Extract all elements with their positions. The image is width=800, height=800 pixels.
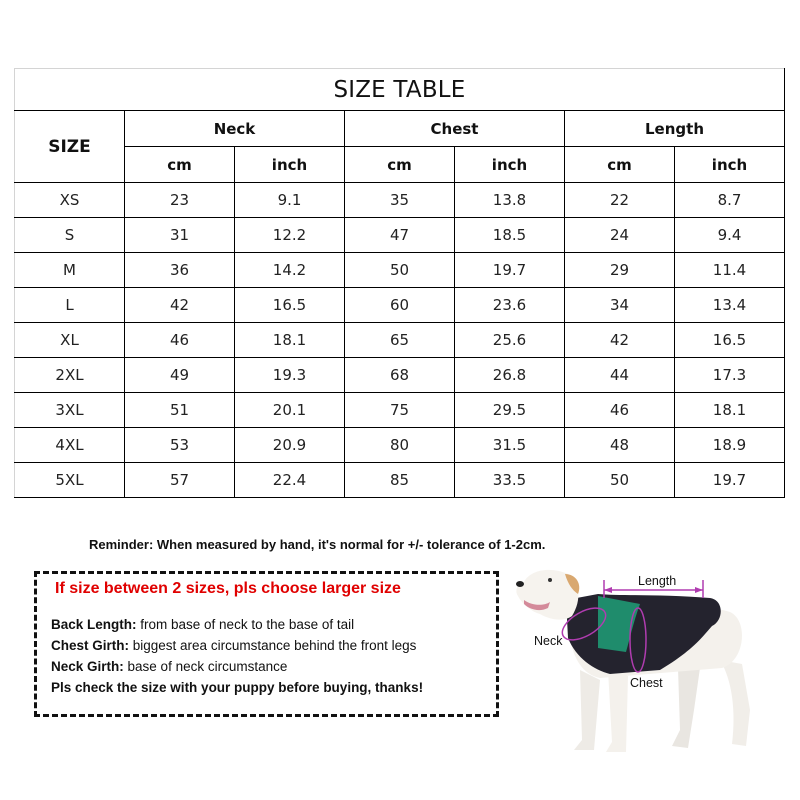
size-cell: M — [15, 253, 125, 288]
measurement-cell: 19.7 — [675, 463, 785, 498]
measurement-cell: 22 — [565, 183, 675, 218]
measurement-cell: 29 — [565, 253, 675, 288]
measurement-cell: 18.9 — [675, 428, 785, 463]
dog-measurement-illustration — [510, 560, 800, 760]
measurement-cell: 34 — [565, 288, 675, 323]
note-key: Neck Girth: — [51, 659, 124, 674]
measurement-cell: 8.7 — [675, 183, 785, 218]
measurement-cell: 24 — [565, 218, 675, 253]
measurement-cell: 29.5 — [455, 393, 565, 428]
measurement-cell: 42 — [565, 323, 675, 358]
measurement-cell: 57 — [125, 463, 235, 498]
chest-group-header: Chest — [345, 111, 565, 147]
dog-jacket-image — [510, 560, 800, 760]
chest-label: Chest — [630, 676, 663, 690]
measurement-cell: 53 — [125, 428, 235, 463]
note-text: biggest area circumstance behind the front legs — [129, 638, 417, 653]
measurement-cell: 31 — [125, 218, 235, 253]
measurement-cell: 16.5 — [675, 323, 785, 358]
measurement-cell: 12.2 — [235, 218, 345, 253]
neck-label: Neck — [534, 634, 563, 648]
measurement-cell: 85 — [345, 463, 455, 498]
measurement-cell: 18.1 — [235, 323, 345, 358]
measurement-cell: 47 — [345, 218, 455, 253]
measurement-cell: 42 — [125, 288, 235, 323]
note-text: base of neck circumstance — [123, 659, 288, 674]
size-cell: XL — [15, 323, 125, 358]
table-body — [15, 183, 785, 498]
table-row — [15, 463, 785, 498]
measurement-cell: 9.1 — [235, 183, 345, 218]
measurement-cell: 50 — [345, 253, 455, 288]
neck-inch-header: inch — [235, 147, 345, 183]
size-cell: 2XL — [15, 358, 125, 393]
measurement-cell: 18.5 — [455, 218, 565, 253]
notice-lines — [51, 614, 423, 698]
table-row — [15, 288, 785, 323]
table-row — [15, 218, 785, 253]
size-table — [14, 68, 785, 498]
measurement-cell: 48 — [565, 428, 675, 463]
chest-cm-header: cm — [345, 147, 455, 183]
length-group-header: Length — [565, 111, 785, 147]
measurement-cell: 49 — [125, 358, 235, 393]
table-row — [15, 393, 785, 428]
note-key: Chest Girth: — [51, 638, 130, 653]
neck-group-header: Neck — [125, 111, 345, 147]
measurement-cell: 51 — [125, 393, 235, 428]
measurement-cell: 46 — [125, 323, 235, 358]
table-row — [15, 253, 785, 288]
notice-title: If size between 2 sizes, pls choose larger size — [55, 580, 401, 597]
measurement-cell: 19.3 — [235, 358, 345, 393]
check-size-note — [51, 677, 423, 698]
measurement-cell: 31.5 — [455, 428, 565, 463]
measurement-cell: 17.3 — [675, 358, 785, 393]
measurement-cell: 44 — [565, 358, 675, 393]
measurement-cell: 19.7 — [455, 253, 565, 288]
measurement-cell: 80 — [345, 428, 455, 463]
measurement-cell: 18.1 — [675, 393, 785, 428]
table-title: SIZE TABLE — [15, 69, 785, 111]
table-row — [15, 323, 785, 358]
measurement-cell: 65 — [345, 323, 455, 358]
measurement-cell: 14.2 — [235, 253, 345, 288]
note-key: Back Length: — [51, 617, 137, 632]
length-cm-header: cm — [565, 147, 675, 183]
measurement-cell: 68 — [345, 358, 455, 393]
measurement-cell: 25.6 — [455, 323, 565, 358]
neck-cm-header: cm — [125, 147, 235, 183]
note-key: Pls check the size with your puppy before buying, thanks! — [51, 680, 424, 695]
measurement-cell: 20.9 — [235, 428, 345, 463]
measurement-cell: 11.4 — [675, 253, 785, 288]
measurement-cell: 22.4 — [235, 463, 345, 498]
sizing-notice-box — [34, 571, 499, 717]
measurement-cell: 50 — [565, 463, 675, 498]
measurement-cell: 35 — [345, 183, 455, 218]
size-cell: XS — [15, 183, 125, 218]
measurement-reminder: Reminder: When measured by hand, it's normal for +/- tolerance of 1-2cm. — [89, 537, 546, 552]
table-row — [15, 428, 785, 463]
neck-girth-note — [51, 656, 423, 677]
measurement-cell: 23 — [125, 183, 235, 218]
measurement-cell: 46 — [565, 393, 675, 428]
size-cell: L — [15, 288, 125, 323]
size-cell: 5XL — [15, 463, 125, 498]
measurement-cell: 9.4 — [675, 218, 785, 253]
length-label: Length — [638, 574, 677, 588]
chest-inch-header: inch — [455, 147, 565, 183]
measurement-cell: 60 — [345, 288, 455, 323]
size-cell: 3XL — [15, 393, 125, 428]
size-cell: 4XL — [15, 428, 125, 463]
table-row — [15, 183, 785, 218]
measurement-cell: 13.4 — [675, 288, 785, 323]
measurement-cell: 26.8 — [455, 358, 565, 393]
length-inch-header: inch — [675, 147, 785, 183]
measurement-cell: 13.8 — [455, 183, 565, 218]
measurement-cell: 16.5 — [235, 288, 345, 323]
size-cell: S — [15, 218, 125, 253]
size-column-header: SIZE — [15, 111, 125, 183]
table-row — [15, 358, 785, 393]
measurement-cell: 75 — [345, 393, 455, 428]
note-text: from base of neck to the base of tail — [136, 617, 355, 632]
measurement-cell: 23.6 — [455, 288, 565, 323]
measurement-cell: 20.1 — [235, 393, 345, 428]
chest-girth-note — [51, 635, 423, 656]
measurement-cell: 36 — [125, 253, 235, 288]
measurement-cell: 33.5 — [455, 463, 565, 498]
back-length-note — [51, 614, 423, 635]
